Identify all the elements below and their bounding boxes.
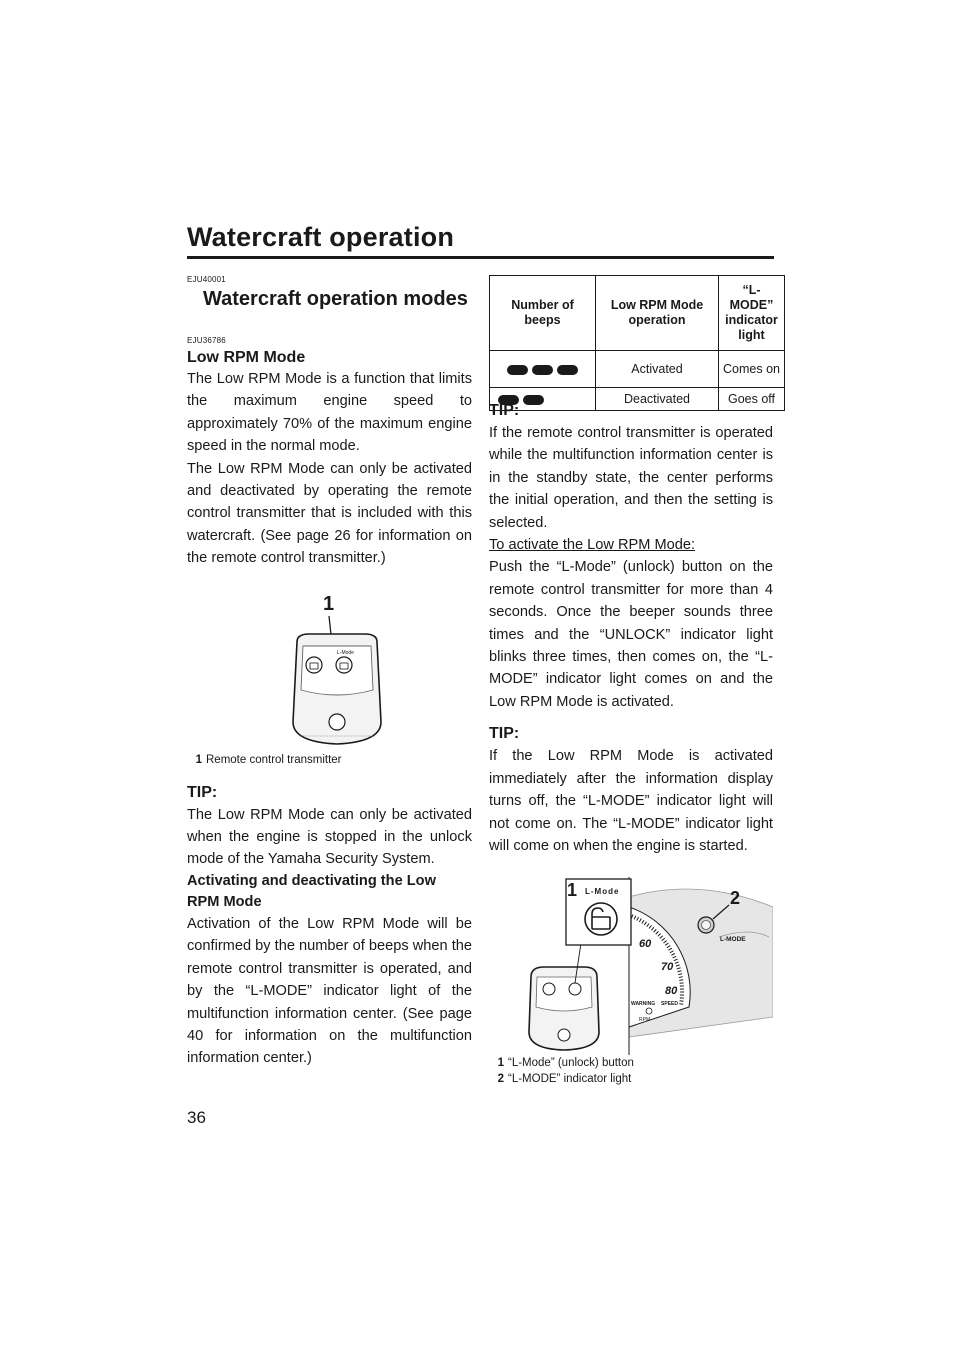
caption-text: Remote control transmitter bbox=[206, 753, 342, 766]
table-header: Number of beeps bbox=[490, 276, 596, 351]
caption-number: 1 bbox=[195, 753, 202, 766]
gauge-label-80: 80 bbox=[665, 985, 678, 998]
gauge-label-60: 60 bbox=[639, 938, 652, 951]
underlined-heading: To activate the Low RPM Mode: bbox=[489, 537, 696, 554]
figure-caption bbox=[187, 752, 472, 768]
rpm-label: RPM bbox=[639, 1017, 651, 1024]
remote-transmitter-illustration bbox=[187, 582, 472, 752]
warning-label: WARNING bbox=[631, 1001, 656, 1008]
figure-remote-transmitter bbox=[187, 582, 472, 752]
figure-caption bbox=[489, 1071, 773, 1087]
caption-text: “L-MODE” indicator light bbox=[508, 1073, 632, 1086]
figure-callout: 1 bbox=[323, 592, 335, 615]
subsection-title: Low RPM Mode bbox=[187, 349, 306, 366]
tip-text: The Low RPM Mode can only be activated when the engine is stopped in the unlock mode of the Yamaha Security System. bbox=[187, 806, 472, 868]
caption-number: 1 bbox=[497, 1057, 504, 1070]
table-cell: Goes off bbox=[719, 388, 785, 411]
paragraph: The Low RPM Mode can only be activated and deactivated by operating the remote control transmitter that is included with this watercraft. (See page 26 for information on the remote control transmitter.) bbox=[187, 460, 472, 567]
section-code: EJU40001 bbox=[187, 275, 226, 284]
caption-text: “L-Mode” (unlock) button bbox=[508, 1057, 634, 1070]
page-header-title: Watercraft operation bbox=[187, 222, 455, 252]
right-column bbox=[489, 400, 773, 1087]
tip-text: If the Low RPM Mode is activated immediately after the information display turns off, the “L-MODE” indicator light will not come on. The “L-MODE” indicator light will come on when the engine is started. bbox=[489, 748, 773, 854]
table-header: Low RPM Mode operation bbox=[596, 276, 719, 351]
table-cell: Comes on bbox=[719, 351, 785, 388]
beep-table bbox=[489, 275, 785, 411]
indicator-label: L-MODE bbox=[720, 936, 746, 944]
table-header: “L-MODE” indicator light bbox=[719, 276, 785, 351]
tip-label: TIP: bbox=[187, 783, 218, 801]
tip-text: If the remote control transmitter is operated while the multifunction information center is in the standby state, the center performs the initial operation, and then the setting is selected. bbox=[489, 425, 773, 531]
speed-label: SPEED bbox=[661, 1001, 678, 1008]
paragraph: Activation of the Low RPM Mode will be confirmed by the number of beeps when the remote control transmitter is operated, and by the “L-MODE” indicator light of the multifunction information center. (See page 40 for information on the multifunction information center.) bbox=[187, 915, 472, 1067]
figure-lmode-button bbox=[489, 867, 773, 1055]
beep-indicator bbox=[490, 351, 596, 388]
figure-callout-1: 1 bbox=[567, 880, 578, 901]
page-number: 36 bbox=[187, 1108, 206, 1127]
table-cell: Activated bbox=[596, 351, 719, 388]
figure-callout-2: 2 bbox=[730, 888, 741, 909]
paragraph: Push the “L-Mode” (unlock) button on the remote control transmitter for more than 4 seconds. Once the beeper sounds three times and the “UNLOCK” indicator light blinks three times, then comes on, the “L-MODE” indicator light comes on and the Low RPM Mode is activated. bbox=[489, 559, 773, 710]
gauge-label-70: 70 bbox=[661, 961, 674, 974]
left-column bbox=[187, 275, 472, 1070]
zoom-label: L-Mode bbox=[585, 887, 620, 897]
subsection-code: EJU36786 bbox=[187, 336, 226, 345]
button-label: L-Mode bbox=[337, 649, 354, 656]
tip-label: TIP: bbox=[489, 725, 520, 743]
lmode-illustration bbox=[489, 867, 773, 1055]
caption-number: 2 bbox=[497, 1073, 504, 1086]
table-row bbox=[490, 351, 785, 388]
section-title: Watercraft operation modes bbox=[203, 288, 468, 310]
bold-heading: Activating and deactivating the Low RPM Mode bbox=[187, 872, 436, 910]
header-rule bbox=[187, 256, 774, 259]
figure-caption bbox=[489, 1055, 773, 1071]
paragraph: The Low RPM Mode is a function that limits the maximum engine speed to approximately 70% of the maximum engine speed in the normal mode. bbox=[187, 371, 472, 455]
table-cell: Deactivated bbox=[596, 388, 719, 411]
tip-label: TIP: bbox=[489, 402, 520, 419]
